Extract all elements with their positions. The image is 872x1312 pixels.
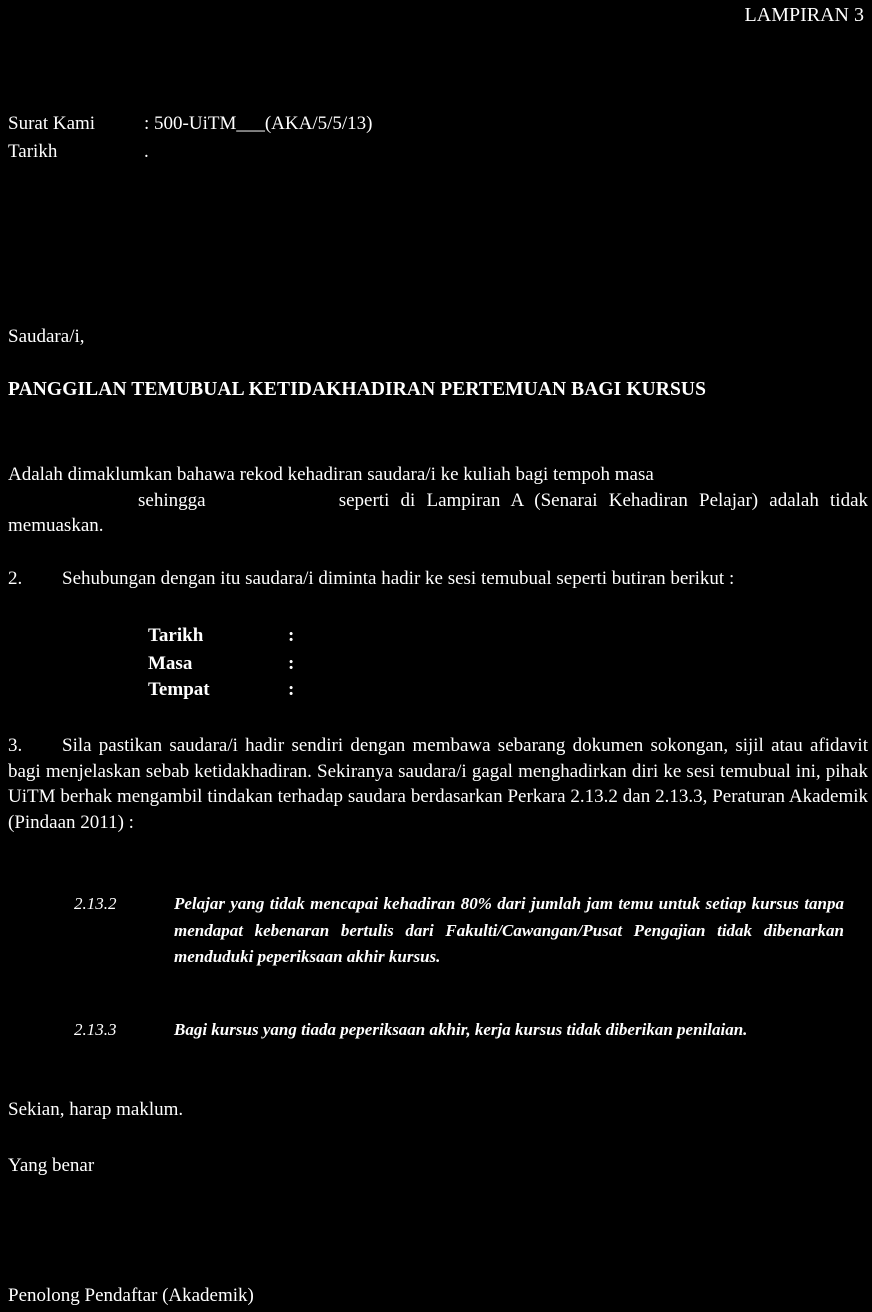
surat-kami-value: : 500-UiTM___(AKA/5/5/13) <box>144 113 373 134</box>
paragraph-1-part1: Adalah dimaklumkan bahawa rekod kehadiran saudara/i ke kuliah bagi tempoh masa <box>8 464 654 485</box>
detail-tarikh-label: Tarikh <box>148 625 204 646</box>
detail-masa-sep: : <box>288 653 295 674</box>
rule-2-13-2 <box>74 891 844 971</box>
surat-kami-label: Surat Kami <box>8 113 96 134</box>
detail-tarikh <box>148 625 388 647</box>
yang-benar: Yang benar <box>8 1155 95 1176</box>
paragraph-3 <box>8 733 868 835</box>
letter-heading: PANGGILAN TEMUBUAL KETIDAKHADIRAN PERTEMUAN BAGI KURSUS <box>8 379 707 400</box>
rule-2-13-3 <box>74 1017 844 1044</box>
paragraph-3-text: Sila pastikan saudara/i hadir sendiri dengan membawa sebarang dokumen sokongan, sijil atau afidavit bagi menjelaskan sebab ketidakhadiran. Sekiranya saudara/i gagal menghadirkan diri ke sesi temubual ini, pihak UiTM berhak mengambil tindakan terhadap saudara berdasarkan Perkara 2.13.2 dan 2.13.3, Peraturan Akademik (Pindaan 2011) : <box>8 735 868 833</box>
closing-text: Sekian, harap maklum. <box>8 1099 184 1120</box>
detail-tempat <box>148 679 388 701</box>
tarikh-value: . <box>144 141 149 162</box>
detail-masa-label: Masa <box>148 653 193 674</box>
rule-2-13-3-number: 2.13.3 <box>74 1020 117 1039</box>
salutation: Saudara/i, <box>8 326 85 347</box>
paragraph-1-part3: seperti di Lampiran A (Senarai Kehadiran Pelajar) adalah tidak memuaskan. <box>8 489 869 536</box>
rule-2-13-2-text: Pelajar yang tidak mencapai kehadiran 80% dari jumlah jam temu untuk setiap kursus tanpa mendapat kebenaran bertulis dari Fakulti/Cawangan/Pusat Pengajian tidak dibenarkan menduduki peperiksaan akhir kursus. <box>174 894 844 966</box>
signatory-title: Penolong Pendaftar (Akademik) <box>8 1285 254 1306</box>
paragraph-1 <box>8 462 868 539</box>
paragraph-3-number: 3. <box>8 735 23 756</box>
rule-2-13-3-text: Bagi kursus yang tiada peperiksaan akhir, kerja kursus tidak diberikan penilaian. <box>174 1020 748 1039</box>
detail-tempat-sep: : <box>288 679 295 700</box>
detail-tempat-label: Tempat <box>148 679 210 700</box>
paragraph-1-part2: sehingga <box>138 489 206 511</box>
lampiran-label: LAMPIRAN 3 <box>744 4 864 26</box>
paragraph-2-text: Sehubungan dengan itu saudara/i diminta hadir ke sesi temubual seperti butiran berikut : <box>62 568 735 589</box>
paragraph-2-number: 2. <box>8 568 23 589</box>
tarikh-label: Tarikh <box>8 141 58 162</box>
paragraph-2 <box>8 566 868 592</box>
rule-2-13-2-number: 2.13.2 <box>74 894 117 913</box>
detail-masa <box>148 653 388 675</box>
detail-tarikh-sep: : <box>288 625 295 646</box>
